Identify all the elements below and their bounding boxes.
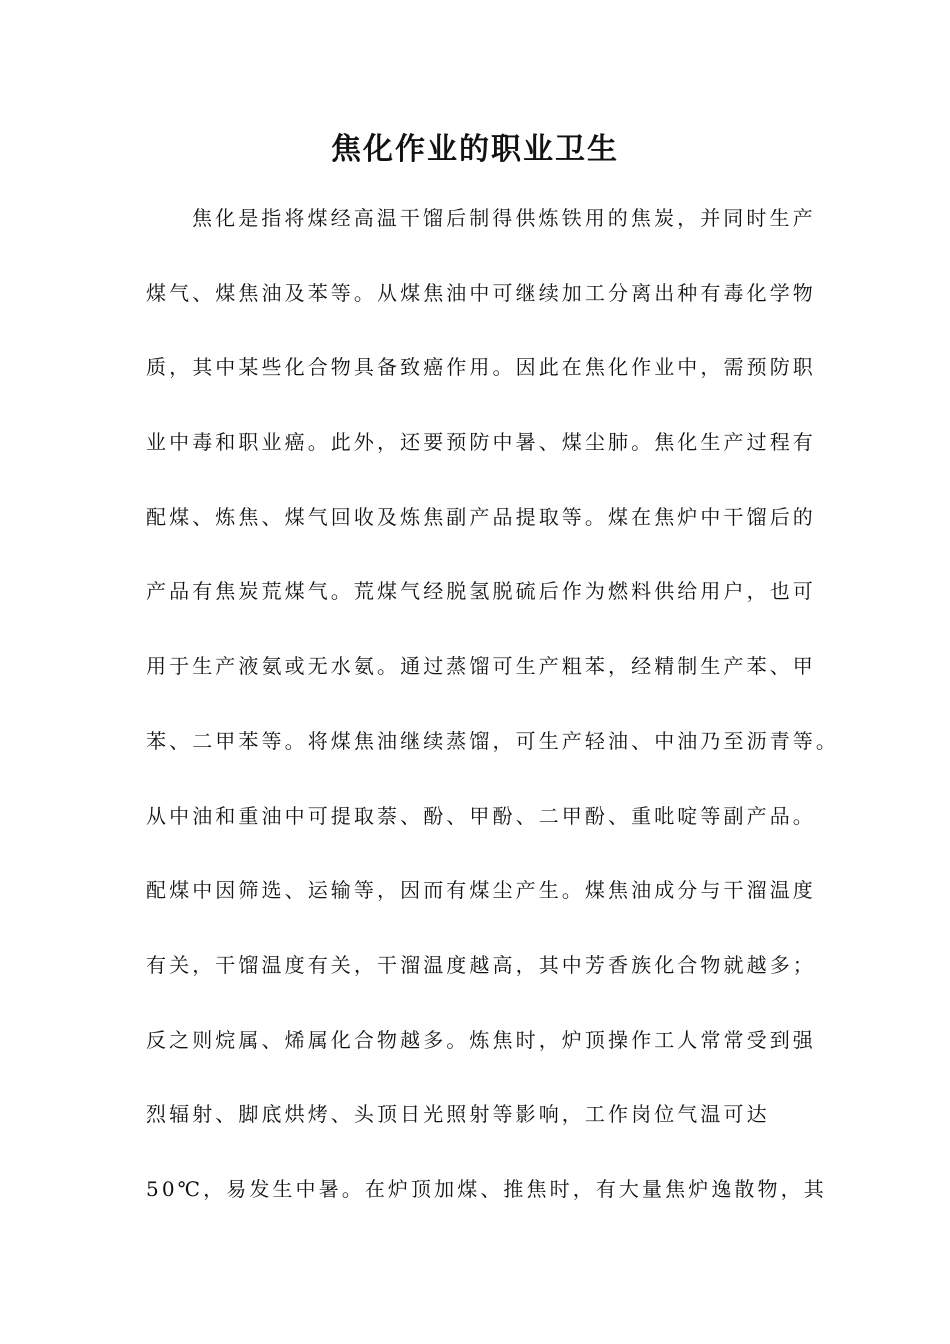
body-line: 产品有焦炭荒煤气。荒煤气经脱氢脱硫后作为燃料供给用户，也可 [146,579,816,604]
document-title: 焦化作业的职业卫生 [331,132,619,167]
body-line: 配煤、炼焦、煤气回收及炼焦副产品提取等。煤在焦炉中干馏后的 [146,504,816,529]
body-line: 50℃，易发生中暑。在炉顶加煤、推焦时，有大量焦炉逸散物，其 [146,1176,827,1201]
body-line: 烈辐射、脚底烘烤、头顶日光照射等影响，工作岗位气温可达 [146,1102,770,1127]
body-line: 苯、二甲苯等。将煤焦油继续蒸馏，可生产轻油、中油乃至沥青等。 [146,728,839,753]
body-line: 用于生产液氨或无水氨。通过蒸馏可生产粗苯，经精制生产苯、甲 [146,654,816,679]
body-line: 煤气、煤焦油及苯等。从煤焦油中可继续加工分离出种有毒化学物 [146,280,816,305]
body-line: 业中毒和职业癌。此外，还要预防中暑、煤尘肺。焦化生产过程有 [146,430,816,455]
body-line: 反之则烷属、烯属化合物越多。炼焦时，炉顶操作工人常常受到强 [146,1027,816,1052]
body-line: 焦化是指将煤经高温干馏后制得供炼铁用的焦炭，并同时生产 [192,206,816,230]
body-line: 配煤中因筛选、运输等，因而有煤尘产生。煤焦油成分与干溜温度 [146,878,816,903]
document-body [146,198,839,1244]
body-line: 从中油和重油中可提取萘、酚、甲酚、二甲酚、重吡啶等副产品。 [146,803,816,828]
body-line: 质，其中某些化合物具备致癌作用。因此在焦化作业中，需预防职 [146,355,816,380]
body-line: 有关，干馏温度有关，干溜温度越高，其中芳香族化合物就越多； [146,952,816,977]
